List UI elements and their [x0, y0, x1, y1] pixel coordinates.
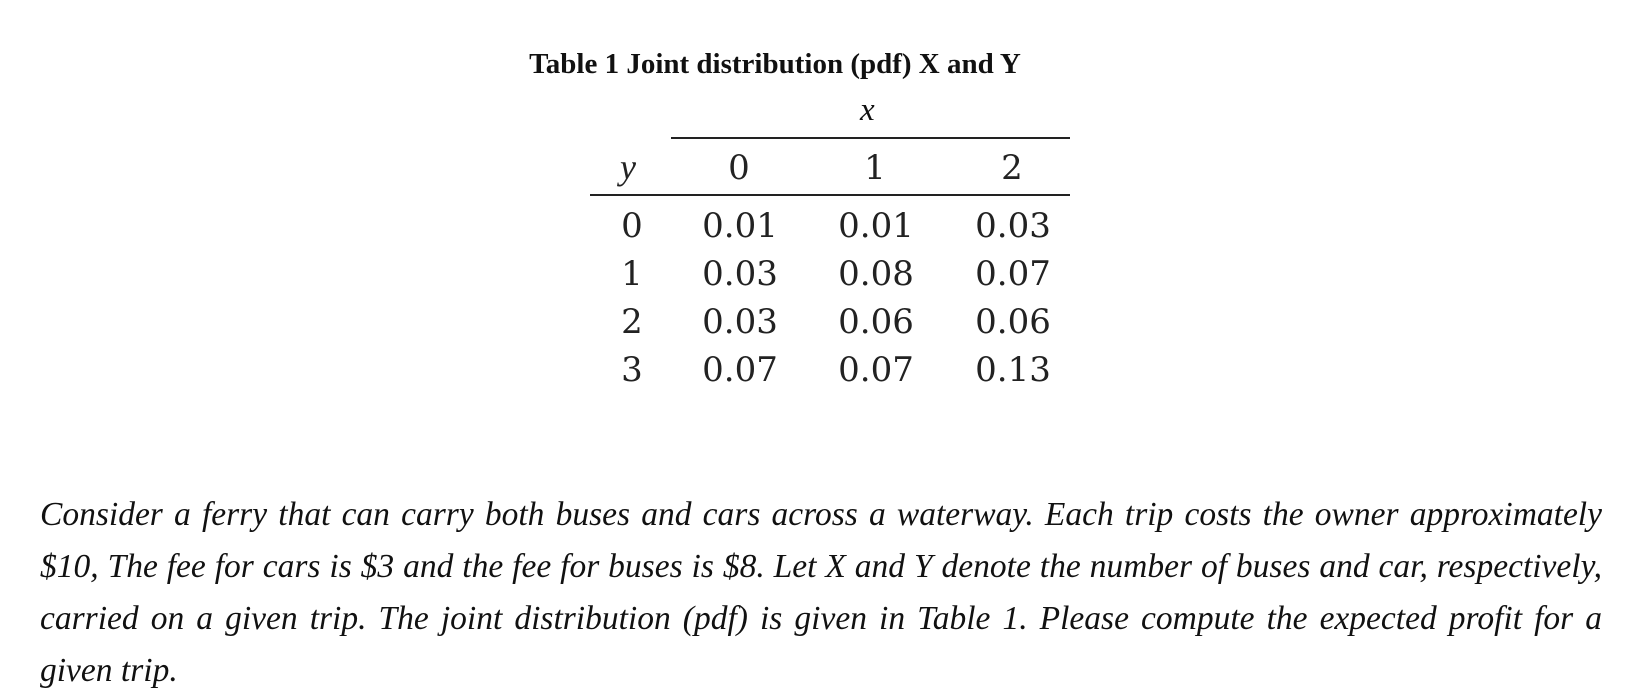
- table-cell: 0.01: [838, 206, 914, 246]
- table-cell: 0.06: [975, 302, 1051, 342]
- table-cell: 0.08: [838, 254, 914, 294]
- table-cell: 0.07: [702, 350, 778, 390]
- y-variable-header: y: [620, 147, 636, 187]
- table-caption-text: Table 1 Joint distribution (pdf) X and Y: [529, 48, 1021, 80]
- table-cell: 0.01: [702, 206, 778, 246]
- table-cell: 0.03: [975, 206, 1051, 246]
- table-cell: 0.13: [975, 350, 1051, 390]
- column-header-x0: 0: [728, 148, 750, 188]
- table-header-rule: [590, 194, 1070, 196]
- table-top-rule: [671, 137, 1070, 139]
- row-label-y2: 2: [621, 302, 643, 342]
- column-header-x2: 2: [1001, 148, 1023, 188]
- x-variable-header: x: [860, 92, 875, 128]
- table-cell: 0.06: [838, 302, 914, 342]
- table-caption: [0, 44, 1644, 84]
- column-header-x1: 1: [864, 148, 886, 188]
- table-cell: 0.03: [702, 302, 778, 342]
- row-label-y3: 3: [621, 350, 643, 390]
- table-cell: 0.03: [702, 254, 778, 294]
- row-label-y0: 0: [621, 206, 643, 246]
- table-cell: 0.07: [975, 254, 1051, 294]
- question-paragraph: Consider a ferry that can carry both buses and cars across a waterway. Each trip costs the owner approximately $10, The fee for cars is $3 and the fee for buses is $8. Let X and Y denote the number of buses and car, respectively, carried on a given trip. The joint distribution (pdf) is given in Table 1. Please compute the expected profit for a given trip.: [40, 495, 1602, 689]
- row-label-y1: 1: [621, 254, 643, 294]
- table-cell: 0.07: [838, 350, 914, 390]
